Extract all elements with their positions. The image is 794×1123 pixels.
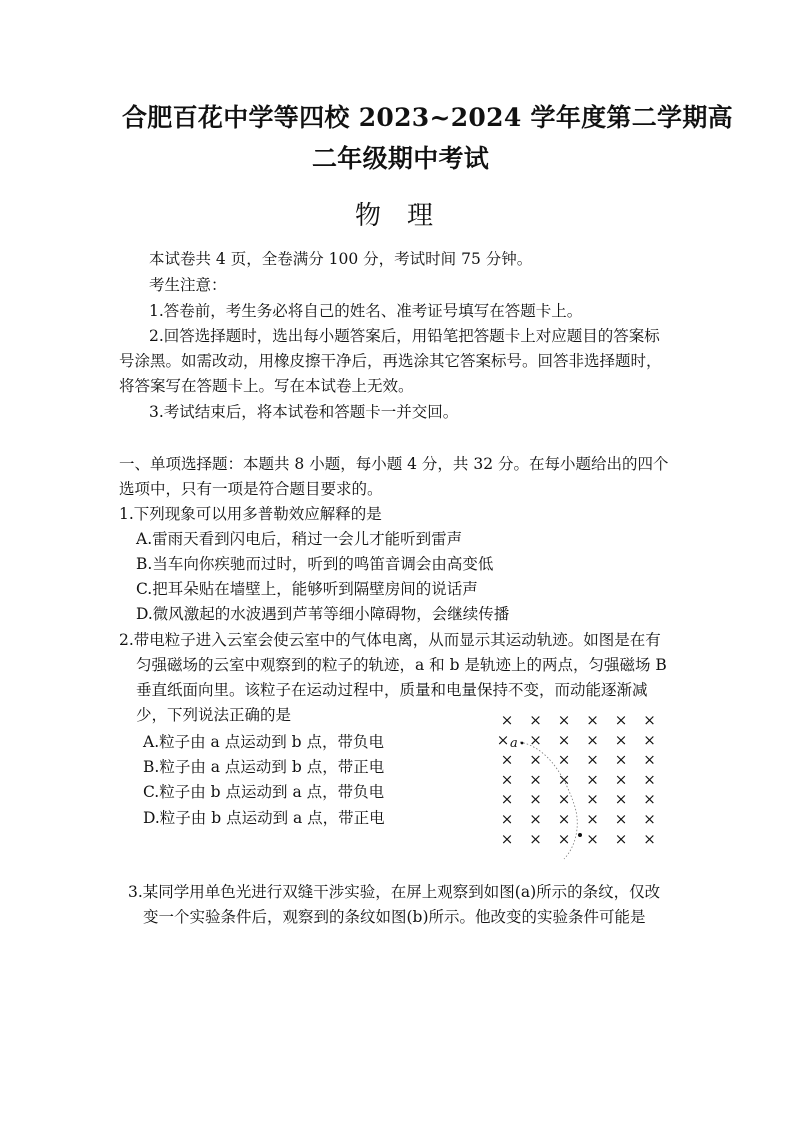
- field-cross-mark: ×: [643, 750, 656, 769]
- field-cross-mark: ×: [614, 711, 628, 729]
- q1-option-b: B.当车向你疾驰而过时，听到的鸣笛音调会由高变低: [136, 555, 494, 573]
- field-cross-grid: [497, 711, 656, 848]
- field-cross-mark: ×: [586, 829, 599, 848]
- field-cross-mark: ×: [614, 790, 628, 809]
- field-cross-mark: ×: [529, 711, 542, 729]
- field-cross-mark: ×: [643, 829, 656, 848]
- field-cross-mark: ×: [586, 711, 599, 729]
- field-cross-mark: ×: [586, 810, 599, 828]
- section-header-line1: 一、单项选择题：本题共 8 小题，每小题 4 分，共 32 分。在每小题给出的四个: [119, 455, 669, 473]
- field-cross-mark: ×: [557, 750, 571, 769]
- field-cross-mark: ×: [643, 790, 656, 809]
- field-cross-mark: ×: [557, 711, 571, 729]
- field-cross-mark: ×: [557, 730, 571, 749]
- exam-title-line1: 合肥百花中学等四校 2023~2024 学年度第二学期高: [122, 103, 733, 132]
- point-b-dot: [578, 833, 582, 837]
- field-cross-mark: ×: [614, 810, 628, 828]
- field-cross-mark: ×: [614, 730, 628, 749]
- field-cross-mark: ×: [643, 770, 656, 789]
- field-cross-mark: ×: [500, 810, 514, 828]
- field-cross-mark: ×: [614, 750, 628, 769]
- subject-title: 物 理: [355, 201, 434, 231]
- q3-stem-line1: 3.某同学用单色光进行双缝干涉实验，在屏上观察到如图(a)所示的条纹，仅改: [128, 883, 661, 901]
- field-cross-mark: ×: [614, 770, 628, 789]
- field-cross-mark: ×: [529, 790, 542, 809]
- q2-option-d: D.粒子由 b 点运动到 a 点，带正电: [143, 809, 385, 827]
- q1-option-a: A.雷雨天看到闪电后，稍过一会儿才能听到雷声: [136, 530, 463, 548]
- field-cross-mark: ×: [643, 711, 656, 729]
- q2-option-b: B.粒子由 a 点运动到 b 点，带正电: [143, 758, 385, 776]
- field-cross-mark: ×: [496, 731, 510, 749]
- notice-item-2-line2: 号涂黑。如需改动，用橡皮擦干净后，再选涂其它答案标号。回答非选择题时，: [119, 352, 662, 370]
- q2-stem-line2: 匀强磁场的云室中观察到的粒子的轨迹，a 和 b 是轨迹上的两点，匀强磁场 B: [136, 656, 667, 674]
- notice-item-2-line3: 将答案写在答题卡上。写在本试卷上无效。: [119, 377, 414, 395]
- field-cross-mark: ×: [557, 790, 571, 809]
- field-cross-mark: ×: [529, 730, 542, 749]
- field-cross-mark: ×: [529, 750, 542, 769]
- field-cross-mark: ×: [529, 810, 542, 828]
- field-cross-mark: ×: [557, 770, 571, 789]
- point-a-dot: [521, 742, 524, 745]
- field-cross-mark: ×: [586, 730, 599, 749]
- field-cross-mark: ×: [500, 790, 514, 809]
- field-cross-mark: ×: [529, 770, 542, 789]
- exam-info: 本试卷共 4 页，全卷满分 100 分，考试时间 75 分钟。: [149, 250, 533, 268]
- magnetic-field-figure: [494, 709, 656, 869]
- point-a-label: a: [510, 736, 518, 751]
- section-header-line2: 选项中，只有一项是符合题目要求的。: [119, 480, 383, 498]
- field-cross-mark: ×: [614, 829, 628, 848]
- q1-stem: 1.下列现象可以用多普勒效应解释的是: [119, 505, 382, 523]
- notice-item-2-line1: 2.回答选择题时，选出每小题答案后，用铅笔把答题卡上对应题目的答案标: [149, 327, 660, 345]
- field-cross-mark: ×: [500, 770, 514, 789]
- q2-option-c: C.粒子由 b 点运动到 a 点，带负电: [143, 783, 385, 801]
- q2-stem-line1: 2.带电粒子进入云室会使云室中的气体电离，从而显示其运动轨迹。如图是在有: [119, 631, 661, 649]
- field-cross-mark: ×: [557, 829, 571, 848]
- exam-title-line2: 二年级期中考试: [312, 144, 490, 173]
- q1-option-d: D.微风激起的水波遇到芦苇等细小障碍物，会继续传播: [136, 605, 510, 623]
- field-cross-mark: ×: [643, 730, 656, 749]
- field-cross-mark: ×: [500, 711, 514, 729]
- field-cross-mark: ×: [529, 829, 542, 848]
- field-cross-mark: ×: [643, 810, 656, 828]
- field-cross-mark: ×: [500, 750, 514, 769]
- notice-item-1: 1.答卷前，考生务必将自己的姓名、准考证号填写在答题卡上。: [149, 302, 583, 320]
- q2-option-a: A.粒子由 a 点运动到 b 点，带负电: [143, 733, 384, 751]
- q2-stem-line3: 垂直纸面向里。该粒子在运动过程中，质量和电量保持不变，而动能逐渐减: [136, 681, 648, 699]
- q2-stem-line4: 少，下列说法正确的是: [136, 706, 292, 724]
- q1-option-c: C.把耳朵贴在墙壁上，能够听到隔壁房间的说话声: [136, 580, 478, 598]
- field-cross-mark: ×: [586, 770, 599, 789]
- field-cross-mark: ×: [586, 750, 599, 769]
- field-cross-mark: ×: [557, 810, 571, 828]
- notice-label: 考生注意：: [149, 276, 227, 294]
- notice-item-3: 3.考试结束后，将本试卷和答题卡一并交回。: [149, 403, 459, 421]
- field-cross-mark: ×: [500, 829, 514, 848]
- q3-stem-line2: 变一个实验条件后，观察到的条纹如图(b)所示。他改变的实验条件可能是: [143, 908, 646, 926]
- field-cross-mark: ×: [586, 790, 599, 809]
